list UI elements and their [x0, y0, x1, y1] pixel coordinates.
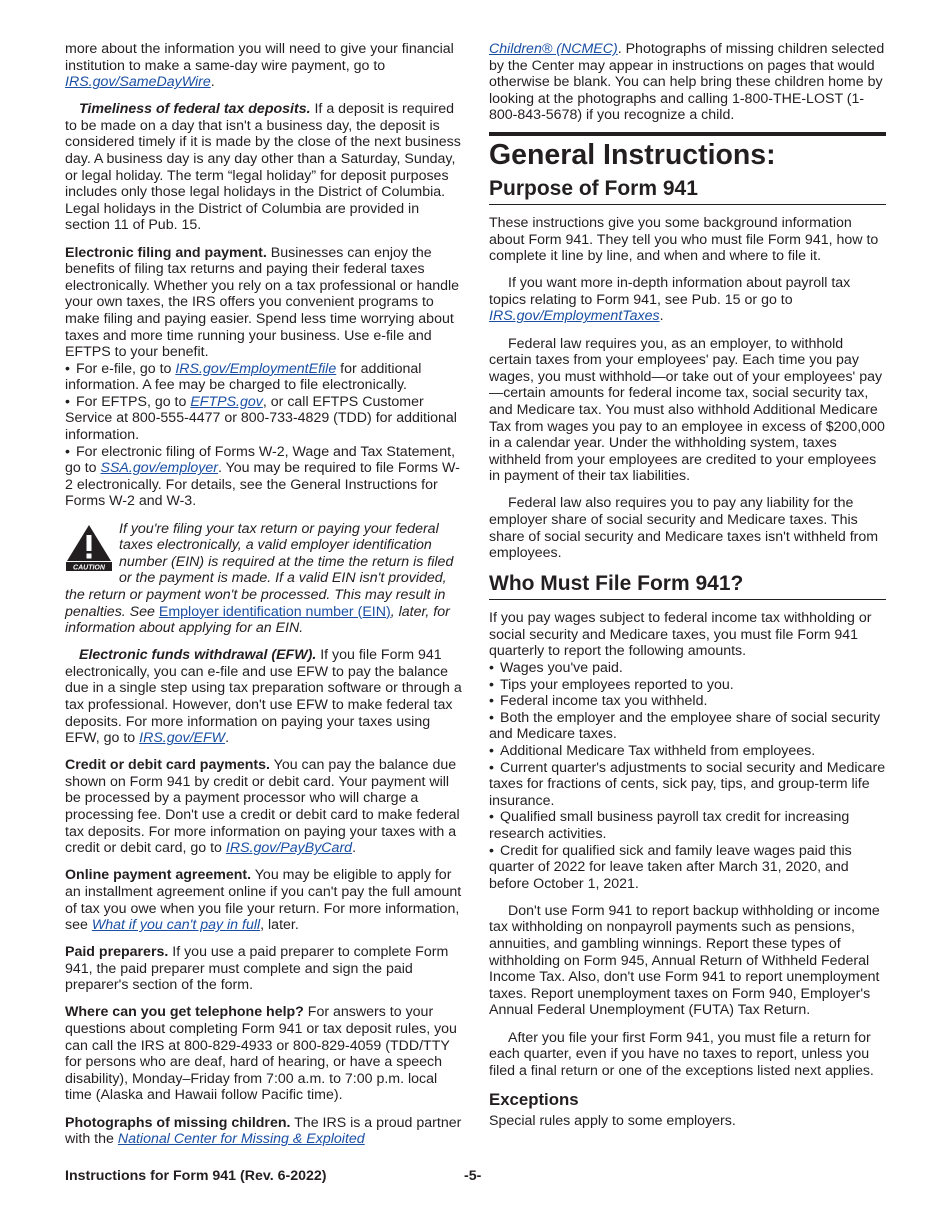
link-ein[interactable]: Employer identification number (EIN)	[158, 603, 391, 620]
paragraph-missing-children: Photographs of missing children. The IRS is a proud partner with the National Center for Missing & Exploited	[65, 1114, 462, 1148]
caution-icon-label: CAUTION	[73, 564, 105, 571]
link-irs-efw[interactable]: IRS.gov/EFW	[139, 730, 226, 747]
heading-efw: Electronic funds withdrawal (EFW).	[79, 647, 317, 664]
paragraph-electronic-filing: Electronic filing and payment. Businesses can enjoy the benefits of filing tax returns and paying their federal taxes electronically. Whether you rely on a tax professional or handle your own taxes, the IRS offers you convenient programs to make filing and paying easier. Spend less time worrying about taxes and more time running your business. Use e-file and EFTPS to your benefit.	[65, 244, 460, 361]
bullet-icon: •	[489, 709, 494, 726]
who-bullet: • Federal income tax you withheld.	[489, 693, 708, 710]
who-bullet: • Qualified small business payroll tax credit for increasing research activities.	[489, 809, 850, 842]
link-ncmec-continued[interactable]: Children® (NCMEC)	[489, 41, 618, 57]
who-bullet: • Additional Medicare Tax withheld from employees.	[489, 743, 816, 759]
bullet-icon: •	[489, 693, 494, 710]
left-column	[65, 41, 462, 1158]
purpose-paragraph-2: If you want more in-depth information about payroll tax topics relating to Form 941, see Pub. 15 or go to IRS.gov/EmploymentTaxes.	[489, 275, 851, 325]
heading-timeliness: Timeliness of federal tax deposits.	[79, 101, 311, 118]
who-bullet: • Both the employer and the employee share of social security and Medicare taxes.	[489, 709, 881, 743]
paragraph-online-agreement: Online payment agreement. You may be eligible to apply for an installment agreement online if you can't pay the full amount of tax you owe when you file your return. For more information, see What if you can't pay in full, later.	[65, 867, 462, 934]
heading-online-agreement: Online payment agreement.	[65, 867, 252, 884]
bullet-icon: •	[65, 443, 70, 460]
who-paragraph-1: If you pay wages subject to federal income tax withholding or social security and Medicare taxes, you must file Form 941 quarterly to report the following amounts.	[489, 610, 872, 660]
paragraph-ncmec-continued: Children® (NCMEC). Photographs of missing children selected by the Center may appear in instructions on pages that would otherwise be blank. You can help bring these children home by looking at the photographs and calling 1-800-THE-LOST (1-800-843-5678) if you recognize a child.	[489, 41, 885, 124]
bullet-icon: •	[489, 809, 494, 826]
caution-box: CAUTION If you're filing your tax return or paying your federal taxes electronically, a valid employer identification number (EIN) is required at the time the return is filed or the payment is made. If a valid EIN isn't provided, the return or payment won't be processed. This may result in penalties. See Employer identification number (EIN), later, for information about applying for an EIN.	[65, 520, 454, 637]
purpose-paragraph-3: Federal law requires you, as an employer, to withhold certain taxes from your employees' pay. Each time you pay wages, you must withhold—or take out of your employees' pay—certain amounts for federal income tax, social security tax, and Medicare tax. You must also withhold Additional Medicare Tax from wages you pay to an employee in excess of $200,000 in a calendar year. Under the withholding system, taxes withheld from your employees are credited to your employees in payment of their tax liabilities.	[489, 335, 885, 485]
paragraph-telephone-help: Where can you get telephone help? For answers to your questions about completing Form 941 or tax deposit rules, you can call the IRS at 800-829-4933 or 800-829-4059 (TDD/TTY for persons who are deaf, hard of hearing, or have a speech disability), Monday–Friday from 7:00 a.m. to 7:00 p.m. local time (Alaska and Hawaii follow Pacific time).	[65, 1004, 457, 1104]
bullet-efile: • For e-file, go to IRS.gov/EmploymentEfile for additional information. A fee may be charged to file electronically.	[65, 360, 422, 394]
general-instructions-title: General Instructions:	[489, 132, 886, 171]
heading-electronic-filing: Electronic filing and payment.	[65, 244, 267, 261]
heading-paid-preparers: Paid preparers.	[65, 944, 169, 961]
bullet-icon: •	[65, 360, 70, 377]
purpose-paragraph-1: These instructions give you some background information about Form 941. They tell you who must file Form 941, how to complete it line by line, and when and where to file it.	[489, 214, 879, 265]
link-ssa-employer[interactable]: SSA.gov/employer	[100, 460, 218, 477]
link-same-day-wire[interactable]: IRS.gov/SameDayWire	[65, 74, 211, 91]
link-eftps[interactable]: EFTPS.gov	[190, 393, 263, 410]
bullet-icon: •	[489, 743, 494, 759]
who-paragraph-3: After you file your first Form 941, you must file a return for each quarter, even if you have no taxes to report, unless you filed a final return or one of the exceptions listed next applies.	[489, 1029, 874, 1079]
who-must-file-heading: Who Must File Form 941?	[489, 572, 886, 600]
bullet-icon: •	[489, 660, 494, 677]
exceptions-paragraph: Special rules apply to some employers.	[489, 1112, 736, 1129]
paragraph-card-payments: Credit or debit card payments. You can pay the balance due shown on Form 941 by credit or debit card. Your payment will be processed by a payment processor who will charge a processing fee. Don't use a credit or debit card to make federal tax deposits. For more information on paying your taxes with a credit or debit card, go to IRS.gov/PayByCard.	[65, 757, 460, 857]
paragraph-efw: Electronic funds withdrawal (EFW). If you file Form 941 electronically, you can e-file and use EFW to pay the balance due in a single step using tax preparation software or through a tax professional. However, don't use EFW to make federal tax deposits. For more information on paying your taxes using EFW, go to IRS.gov/EFW.	[65, 647, 462, 747]
who-paragraph-2: Don't use Form 941 to report backup withholding or income tax withholding on nonpayroll payments such as pensions, annuities, and gambling winnings. Report these types of withholding on Form 945, Annual Return of Withheld Federal Income Tax. Also, don't use Form 941 to report unemployment taxes. Report unemployment taxes on Form 940, Employer's Annual Federal Unemployment (FUTA) Tax Return.	[489, 902, 880, 1019]
bullet-icon: •	[489, 759, 494, 776]
bullet-eftps: • For EFTPS, go to EFTPS.gov, or call EFTPS Customer Service at 800-555-4477 or 800-733-4829 (TDD) for additional information.	[65, 393, 457, 444]
purpose-heading: Purpose of Form 941	[489, 177, 886, 205]
paragraph-same-day-wire: more about the information you will need to give your financial institution to make a same-day wire payment, go to IRS.gov/SameDayWire.	[65, 41, 454, 91]
link-ncmec[interactable]: National Center for Missing & Exploited	[117, 1131, 365, 1148]
bullet-icon: •	[489, 842, 494, 859]
link-pay-by-card[interactable]: IRS.gov/PayByCard	[225, 840, 353, 857]
exceptions-heading: Exceptions	[489, 1089, 579, 1109]
footer-page-number: -5-	[464, 1168, 482, 1184]
link-employment-efile[interactable]: IRS.gov/EmploymentEfile	[175, 360, 337, 377]
bullet-icon: •	[65, 393, 70, 410]
purpose-paragraph-4: Federal law also requires you to pay any liability for the employer share of social security and Medicare taxes. This share of social security and Medicare taxes isn't withheld from employees.	[489, 495, 879, 562]
paragraph-timeliness: Timeliness of federal tax deposits. If a deposit is required to be made on a day that isn't a business day, the deposit is considered timely if it is made by the close of the next business day. A business day is any day other than a Saturday, Sunday, or legal holiday. The term “legal holiday” for deposit purposes includes only those legal holidays in the District of Columbia. Legal holidays in the District of Columbia are provided in section 11 of Pub. 15.	[65, 101, 461, 234]
paragraph-paid-preparers: Paid preparers. If you use a paid preparer to complete Form 941, the paid preparer must complete and sign the paid preparer's section of the form.	[65, 944, 449, 994]
heading-missing-children: Photographs of missing children.	[65, 1114, 291, 1131]
who-bullet: • Tips your employees reported to you.	[489, 676, 734, 693]
footer-form-title: Instructions for Form 941 (Rev. 6-2022)	[65, 1168, 327, 1184]
heading-card-payments: Credit or debit card payments.	[65, 757, 270, 774]
who-bullet: • Wages you've paid.	[489, 660, 623, 677]
bullet-w2: • For electronic filing of Forms W-2, Wage and Tax Statement, go to SSA.gov/employer. You may be required to file Forms W-2 electronically. For details, see the General Instructions for Forms W-2 and W-3.	[65, 443, 460, 510]
who-bullet: • Current quarter's adjustments to social security and Medicare taxes for fractions of cents, sick pay, tips, and group-term life insurance.	[489, 759, 886, 809]
link-cant-pay-in-full[interactable]: What if you can't pay in full	[91, 917, 261, 934]
bullet-icon: •	[489, 676, 494, 693]
link-employment-taxes[interactable]: IRS.gov/EmploymentTaxes	[489, 308, 660, 325]
caution-icon	[65, 523, 113, 571]
heading-telephone-help: Where can you get telephone help?	[65, 1004, 304, 1021]
right-column	[489, 41, 886, 1140]
who-bullet: • Credit for qualified sick and family leave wages paid this quarter of 2022 for leave taken after March 31, 2020, and before October 1, 2021.	[489, 842, 852, 892]
